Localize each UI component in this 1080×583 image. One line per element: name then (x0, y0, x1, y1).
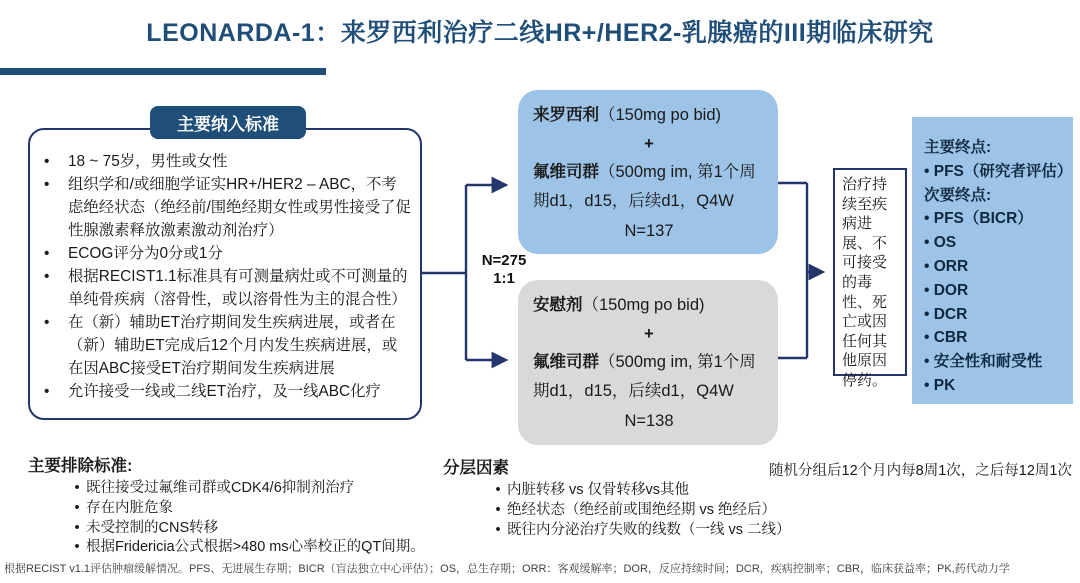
endpoint-item: • PFS（研究者评估） (924, 160, 1067, 184)
primary-endpoints-header: 主要终点: (924, 139, 992, 156)
bullet-icon: • (44, 153, 50, 170)
page-title: LEONARDA-1：来罗西利治疗二线HR+/HER2-乳腺癌的III期临床研究 (146, 19, 934, 47)
arm-n-count: N=138 (624, 412, 674, 430)
exclusion-item: • 存在内脏危象 (68, 499, 448, 519)
bullet-icon: • (495, 482, 501, 498)
stratification-item: • 内脏转移 vs 仅骨转移vs其他 (489, 481, 803, 501)
endpoint-item: • CBR (924, 326, 1067, 350)
bullet-icon: • (495, 521, 501, 538)
endpoint-item: • DOR (924, 279, 1067, 303)
bullet-icon: • (74, 499, 80, 516)
inclusion-item: • 18 ~ 75岁，男性或女性 (40, 150, 412, 173)
arm-drug2: 氟维司群（500mg im, 第1个周期d1，d15，后续d1，Q4W (533, 353, 756, 400)
bullet-icon: • (44, 314, 50, 331)
stratification-list (489, 481, 803, 540)
stratification-header: 分层因素 (443, 459, 509, 477)
endpoint-item: • 安全性和耐受性 (924, 350, 1067, 374)
exclusion-item: • 未受控制的CNS转移 (68, 519, 448, 539)
plus-sign: + (644, 135, 654, 153)
footnote: 根据RECIST v1.1评估肿瘤缓解情况。PFS、无进展生存期；BICR（盲法独立中心评估）；OS，总生存期；ORR：客观缓解率；DOR，反应持续时间；DCR，疾病控制率；CBR，临床获益率；PK,药代动力学 (4, 563, 1010, 575)
arm-n-count: N=137 (624, 222, 674, 240)
title-underline-bar (0, 68, 326, 75)
arm-box-treatment (518, 90, 778, 254)
endpoints-box (912, 117, 1073, 404)
endpoint-item: • DCR (924, 303, 1067, 327)
treatment-duration-box: 治疗持续至疾病进展、不可接受的毒性、死亡或因任何其他原因停药。 (833, 168, 907, 376)
inclusion-list (40, 150, 412, 403)
bullet-icon: • (74, 480, 80, 496)
plus-sign: + (644, 325, 654, 343)
endpoint-item: • PFS（BICR） (924, 207, 1067, 231)
bullet-icon: • (44, 245, 50, 262)
endpoint-item: • OS (924, 231, 1067, 255)
schedule-note: 随机分组后12个月内每8周1次，之后每12周1次 (769, 463, 1072, 479)
arm-drug1: 来罗西利（150mg po bid) (533, 106, 721, 124)
exclusion-section (28, 455, 448, 558)
stratification-item: • 既往内分泌治疗失败的线数（一线 vs 二线） (489, 521, 803, 541)
randomization-n: N=275 (481, 252, 527, 269)
endpoint-item: • PK (924, 374, 1067, 398)
bullet-icon: • (44, 268, 50, 285)
inclusion-item: • ECOG评分为0分或1分 (40, 242, 412, 265)
bullet-icon: • (495, 501, 501, 518)
stratification-section (443, 457, 803, 540)
exclusion-list (68, 479, 448, 558)
stratification-item: • 绝经状态（绝经前或围绝经期 vs 绝经后） (489, 501, 803, 521)
inclusion-item: • 在（新）辅助ET治疗期间发生疾病进展，或者在（新）辅助ET完成后12个月内发生疾病进展，或在因ABC接受ET治疗期间发生疾病进展 (40, 311, 412, 380)
exclusion-item: • 既往接受过氟维司群或CDK4/6抑制剂治疗 (68, 479, 448, 499)
bullet-icon: • (74, 539, 80, 556)
secondary-endpoints-header: 次要终点: (924, 186, 992, 204)
bullet-icon: • (74, 519, 80, 536)
inclusion-item: • 允许接受一线或二线ET治疗，及一线ABC化疗 (40, 380, 412, 403)
bullet-icon: • (44, 383, 50, 400)
inclusion-header-tab: 主要纳入标准 (150, 106, 306, 139)
inclusion-item: • 组织学和/或细胞学证实HR+/HER2 – ABC，不考虑绝经状态（绝经前/围绝经期女性或男性接受了促性腺激素释放激素激动剂治疗） (40, 173, 412, 242)
arm-box-placebo (518, 280, 778, 445)
inclusion-item: • 根据RECIST1.1标准具有可测量病灶或不可测量的单纯骨疾病（溶骨性，或以溶骨性为主的混合性） (40, 265, 412, 311)
arm-drug1: 安慰剂（150mg po bid) (533, 296, 705, 314)
arm-drug2: 氟维司群（500mg im, 第1个周期d1，d15，后续d1，Q4W (533, 163, 756, 210)
exclusion-header: 主要排除标准: (28, 457, 133, 475)
randomization-ratio: 1:1 (493, 270, 515, 287)
endpoint-item: • ORR (924, 255, 1067, 279)
bullet-icon: • (44, 176, 50, 193)
exclusion-item: • 根据Fridericia公式根据>480 ms心率校正的QT间期。 (68, 538, 448, 558)
